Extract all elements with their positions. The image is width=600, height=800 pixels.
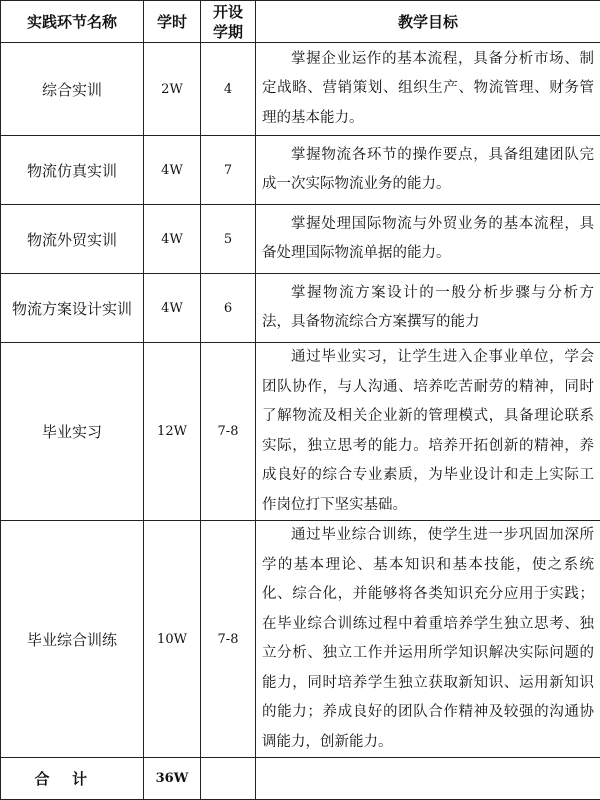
- row-goal: 掌握处理国际物流与外贸业务的基本流程，具备处理国际物流单据的能力。: [256, 205, 600, 274]
- row-term: 5: [201, 205, 256, 274]
- row-name: 物流方案设计实训: [1, 274, 144, 343]
- header-hours: 学时: [144, 1, 201, 43]
- total-hours: 36W: [144, 758, 201, 800]
- row-goal: 掌握企业运作的基本流程，具备分析市场、制定战略、营销策划、组织生产、物流管理、财务管理的基本能力。: [256, 43, 600, 136]
- total-goal: [256, 758, 600, 800]
- table-row: [1, 136, 600, 205]
- row-hours: 10W: [144, 521, 201, 758]
- row-hours: 4W: [144, 205, 201, 274]
- row-goal: 掌握物流各环节的操作要点，具备组建团队完成一次实际物流业务的能力。: [256, 136, 600, 205]
- table-header-row: [1, 1, 600, 43]
- table-row: [1, 343, 600, 521]
- row-name: 物流仿真实训: [1, 136, 144, 205]
- header-name: 实践环节名称: [1, 1, 144, 43]
- row-term: 6: [201, 274, 256, 343]
- row-term: 7-8: [201, 521, 256, 758]
- row-hours: 4W: [144, 274, 201, 343]
- row-hours: 4W: [144, 136, 201, 205]
- row-hours: 12W: [144, 343, 201, 521]
- table-row: [1, 274, 600, 343]
- table-total-row: [1, 758, 600, 800]
- row-name: 毕业实习: [1, 343, 144, 521]
- table-row: [1, 43, 600, 136]
- header-goal: 教学目标: [256, 1, 600, 43]
- row-hours: 2W: [144, 43, 201, 136]
- row-term: 7-8: [201, 343, 256, 521]
- table-row: [1, 205, 600, 274]
- row-goal: 掌握物流方案设计的一般分析步骤与分析方法，具备物流综合方案撰写的能力: [256, 274, 600, 343]
- row-term: 4: [201, 43, 256, 136]
- total-label: 合计: [1, 758, 144, 800]
- row-name: 毕业综合训练: [1, 521, 144, 758]
- row-term: 7: [201, 136, 256, 205]
- row-name: 物流外贸实训: [1, 205, 144, 274]
- row-goal: 通过毕业实习，让学生进入企事业单位，学会团队协作，与人沟通、培养吃苦耐劳的精神，同时了解物流及相关企业新的管理模式，具备理论联系实际，独立思考的能力。培养开拓创新的精神，养成良好的综合专业素质，为毕业设计和走上实际工作岗位打下坚实基础。: [256, 343, 600, 521]
- total-term: [201, 758, 256, 800]
- header-term: 开设学期: [201, 1, 256, 43]
- row-name: 综合实训: [1, 43, 144, 136]
- row-goal: 通过毕业综合训练，使学生进一步巩固加深所学的基本理论、基本知识和基本技能，使之系统化、综合化，并能够将各类知识充分应用于实践；在毕业综合训练过程中着重培养学生独立思考、独立分析、独立工作并运用所学知识解决实际问题的能力，同时培养学生独立获取新知识、运用新知识的能力；养成良好的团队合作精神及较强的沟通协调能力，创新能力。: [256, 521, 600, 758]
- table-row: [1, 521, 600, 758]
